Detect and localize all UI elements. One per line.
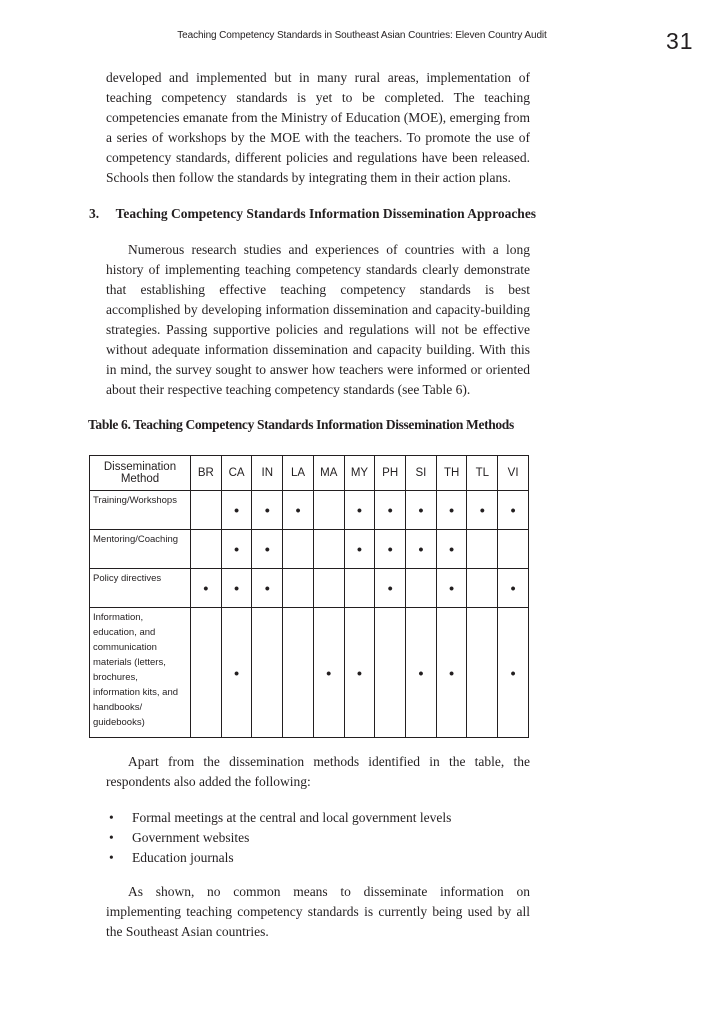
mark-cell [221, 608, 252, 738]
table-row [90, 491, 529, 530]
list-item [107, 828, 451, 848]
mark-cell [252, 569, 283, 608]
bullet-mark-icon: • [234, 541, 240, 557]
mark-cell [467, 569, 498, 608]
mark-cell [406, 491, 437, 530]
bullet-mark-icon: • [418, 502, 424, 518]
country-header: SI [406, 456, 437, 491]
bullet-mark-icon: • [418, 664, 424, 681]
bullet-mark-icon: • [510, 502, 516, 518]
method-cell: Information, education, and communication materials (letters, brochures, information kits, and handbooks/ guidebooks) [90, 608, 191, 738]
bullet-mark-icon: • [295, 502, 301, 518]
bullet-icon: • [109, 830, 114, 845]
method-column-header: Dissemination Method [90, 456, 191, 491]
table-row [90, 608, 529, 738]
bullet-list [107, 808, 451, 868]
bullet-mark-icon: • [264, 541, 270, 557]
mark-cell [467, 608, 498, 738]
country-header: MY [344, 456, 375, 491]
mark-cell [191, 569, 222, 608]
running-header [0, 30, 728, 41]
bullet-mark-icon: • [510, 664, 516, 681]
bullet-mark-icon: • [449, 541, 455, 557]
bullet-mark-icon: • [234, 664, 240, 681]
mark-cell [467, 530, 498, 569]
list-item [107, 848, 451, 868]
intro-paragraph: developed and implemented but in many rural areas, implementation of teaching competency standards is yet to be completed. The teaching competencies emanate from the Ministry of Education (MOE), emerging from a series of workshops by the MOE with the teachers. To promote the use of competency standards, different policies and regulations have been released. Schools then follow the standards by integrating them in their action plans. [106, 70, 530, 185]
mark-cell [375, 530, 406, 569]
bullet-mark-icon: • [357, 664, 362, 681]
table-row [90, 530, 529, 569]
bullet-mark-icon: • [387, 502, 393, 518]
mark-cell [344, 491, 375, 530]
mark-cell [283, 530, 314, 569]
bullet-mark-icon: • [264, 580, 270, 596]
mark-cell [191, 491, 222, 530]
mark-cell [283, 569, 314, 608]
bullet-icon: • [109, 850, 114, 865]
mark-cell [498, 569, 529, 608]
mark-cell [375, 491, 406, 530]
mark-cell [313, 608, 344, 738]
bullet-icon: • [109, 810, 114, 825]
page-number: 31 [666, 28, 694, 54]
table-caption: Table 6. Teaching Competency Standards Information Dissemination Methods [88, 417, 514, 432]
mark-cell [221, 491, 252, 530]
bullet-mark-icon: • [479, 502, 485, 518]
country-header: PH [375, 456, 406, 491]
country-header: TL [467, 456, 498, 491]
country-header: TH [436, 456, 467, 491]
table-header-row [90, 456, 529, 491]
country-header: MA [313, 456, 344, 491]
mark-cell [498, 608, 529, 738]
mark-cell [313, 569, 344, 608]
mark-cell [436, 530, 467, 569]
mark-cell [406, 608, 437, 738]
mark-cell [467, 491, 498, 530]
closing-paragraph: As shown, no common means to disseminate information on implementing teaching competency standards is currently being used by all the Southeast Asian countries. [106, 884, 530, 939]
bullet-mark-icon: • [326, 664, 332, 681]
mark-cell [344, 530, 375, 569]
running-title: Teaching Competency Standards in Southeast Asian Countries: Eleven Country Audit [177, 30, 547, 41]
mark-cell [313, 491, 344, 530]
list-item-text: Formal meetings at the central and local government levels [132, 810, 452, 825]
mark-cell [406, 530, 437, 569]
country-header: LA [283, 456, 314, 491]
bullet-mark-icon: • [387, 541, 393, 557]
list-item-text: Government websites [132, 830, 250, 845]
mark-cell [191, 608, 222, 738]
method-cell: Training/Workshops [90, 491, 191, 530]
dissemination-table [89, 455, 529, 738]
mark-cell [221, 530, 252, 569]
after-table-paragraph: Apart from the dissemination methods identified in the table, the respondents also added the following: [106, 754, 530, 789]
mark-cell [252, 530, 283, 569]
section-number: 3. [89, 206, 100, 221]
country-header: CA [221, 456, 252, 491]
section-heading [89, 206, 536, 222]
bullet-mark-icon: • [234, 502, 240, 518]
list-item [107, 808, 451, 828]
bullet-mark-icon: • [234, 580, 240, 596]
country-header: VI [498, 456, 529, 491]
mark-cell [375, 608, 406, 738]
mark-cell [313, 530, 344, 569]
bullet-mark-icon: • [203, 580, 209, 596]
list-item-text: Education journals [132, 850, 234, 865]
country-header: IN [252, 456, 283, 491]
mark-cell [436, 608, 467, 738]
bullet-mark-icon: • [264, 502, 270, 518]
mark-cell [406, 569, 437, 608]
bullet-mark-icon: • [387, 580, 393, 596]
bullet-mark-icon: • [418, 541, 424, 557]
mark-cell [221, 569, 252, 608]
method-cell: Policy directives [90, 569, 191, 608]
section-paragraph: Numerous research studies and experiences of countries with a long history of implementing teaching competency standards clearly demonstrate that establishing effective teaching competency standards is best accomplished by developing information dissemination and capacity-building strategies. Passing supportive policies and regulations will not be effective without adequate information dissemination and capacity building. With this in mind, the survey sought to answer how teachers were informed or oriented about their respective teaching competency standards (see Table 6). [106, 242, 530, 397]
bullet-mark-icon: • [449, 580, 455, 596]
section-title: Teaching Competency Standards Information Dissemination Approaches [115, 206, 537, 221]
mark-cell [283, 491, 314, 530]
mark-cell [344, 608, 375, 738]
bullet-mark-icon: • [357, 502, 362, 518]
mark-cell [375, 569, 406, 608]
mark-cell [498, 530, 529, 569]
country-header: BR [191, 456, 222, 491]
bullet-mark-icon: • [449, 502, 455, 518]
bullet-mark-icon: • [449, 664, 455, 681]
mark-cell [436, 491, 467, 530]
mark-cell [252, 608, 283, 738]
mark-cell [283, 608, 314, 738]
bullet-mark-icon: • [510, 580, 516, 596]
mark-cell [191, 530, 222, 569]
mark-cell [252, 491, 283, 530]
table-row [90, 569, 529, 608]
mark-cell [498, 491, 529, 530]
mark-cell [436, 569, 467, 608]
mark-cell [344, 569, 375, 608]
bullet-mark-icon: • [357, 541, 362, 557]
method-cell: Mentoring/Coaching [90, 530, 191, 569]
